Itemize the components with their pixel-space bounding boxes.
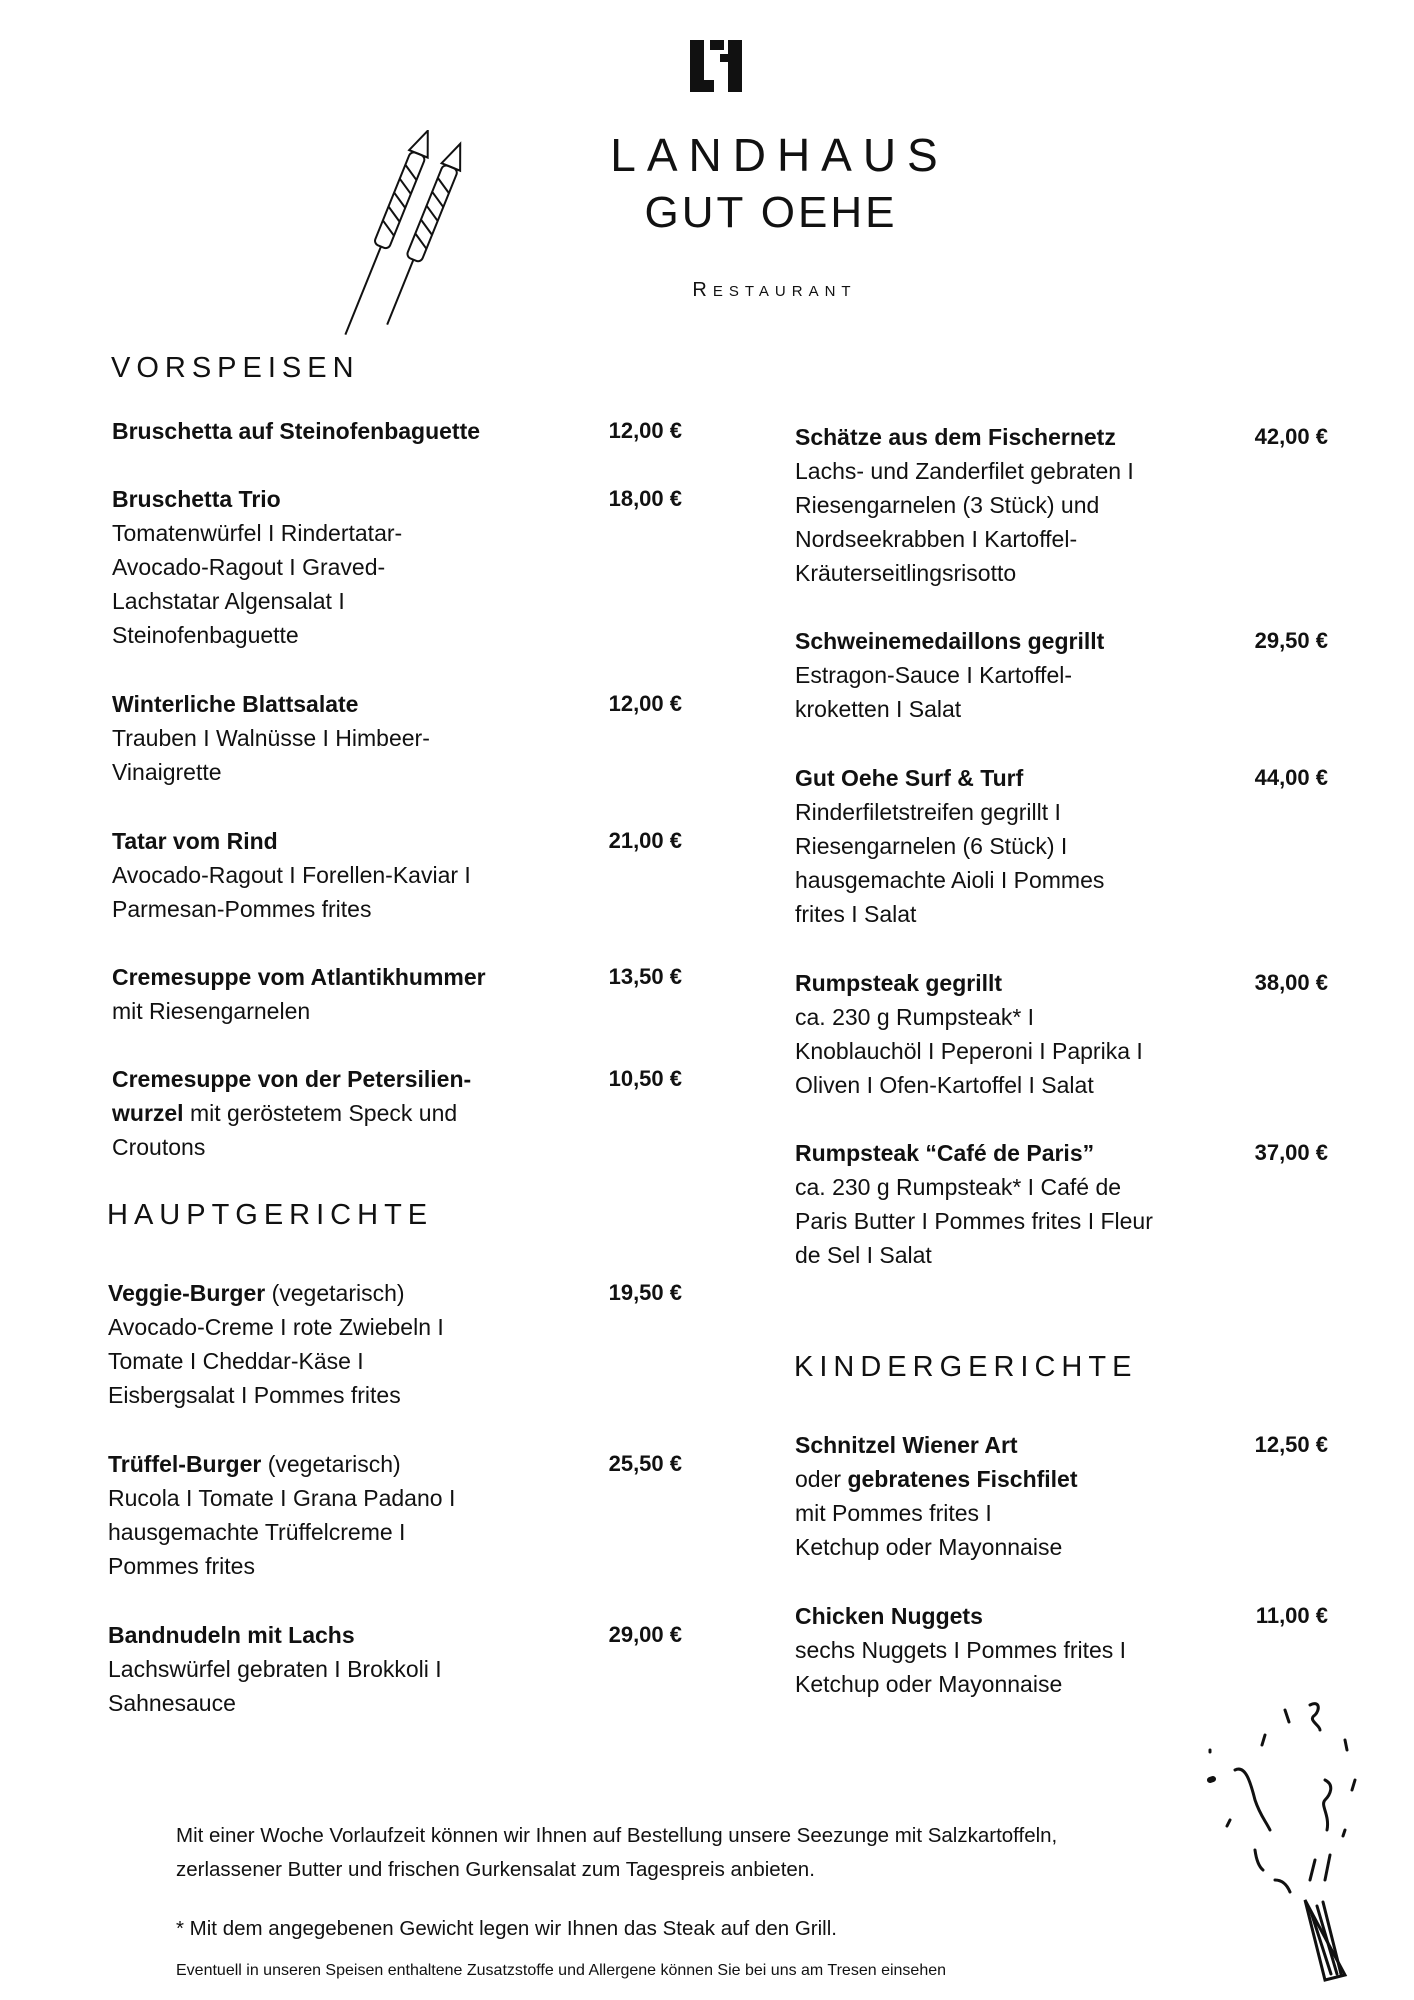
menu-item-title-line (112, 414, 682, 448)
menu-item-description-line: Rucola I Tomate I Grana Padano I (108, 1485, 456, 1511)
menu-item-description-line: Trauben I Walnüsse I Himbeer- (112, 725, 430, 751)
menu-item-name: Winterliche Blattsalate (112, 691, 359, 717)
menu-item-description-line: Tomate I Cheddar-Käse I (108, 1348, 364, 1374)
menu-item-description-line: Vinaigrette (112, 759, 222, 785)
party-popper-icon (1185, 1680, 1365, 1990)
menu-item-title-line (112, 960, 682, 994)
menu-item-title-line (795, 420, 1328, 454)
section-heading-vorspeisen: VORSPEISEN (111, 352, 360, 384)
menu-item-title-line (112, 482, 682, 516)
menu-item-name-note: (vegetarisch) (265, 1280, 405, 1306)
menu-item-price: 18,00 € (608, 486, 682, 511)
menu-item-name: Rumpsteak gegrillt (795, 970, 1003, 996)
rockets-illustration-icon (320, 130, 510, 360)
brand-subtitle-initial: R (692, 279, 713, 301)
menu-item-description-line: Tomatenwürfel I Rindertatar- (112, 520, 403, 546)
menu-item-price: 19,50 € (608, 1280, 682, 1305)
menu-item-name: Chicken Nuggets (795, 1603, 983, 1629)
menu-item-title-line (795, 1136, 1328, 1170)
menu-item-name-note: mit geröstetem Speck und (183, 1100, 458, 1126)
menu-item-description-line: Riesengarnelen (6 Stück) I (795, 833, 1068, 859)
menu-item-description-line: kroketten I Salat (795, 696, 962, 722)
menu-item-price: 12,00 € (608, 418, 682, 443)
menu-item-description-line: ca. 230 g Rumpsteak* I (795, 1004, 1035, 1030)
menu-item-title-line (795, 761, 1328, 795)
menu-item-description-line: Lachstatar Algensalat I (112, 588, 345, 614)
menu-item-alternative: gebratenes Fischfilet (847, 1466, 1078, 1492)
menu-item-name-note: (vegetarisch) (261, 1451, 401, 1477)
menu-item-description-text: oder (795, 1466, 848, 1492)
menu-item-description-line: Nordseekrabben I Kartoffel- (795, 526, 1078, 552)
menu-item (112, 687, 682, 789)
menu-item-title-line (112, 1096, 682, 1130)
section-heading-hauptgerichte: HAUPTGERICHTE (107, 1199, 434, 1231)
menu-item-price: 11,00 € (1255, 1603, 1328, 1628)
footer-note-seezunge (176, 1819, 1057, 1887)
menu-item (795, 1428, 1328, 1564)
menu-item (795, 761, 1328, 931)
menu-item-title-line (795, 1599, 1328, 1633)
menu-item-description-line: Oliven I Ofen-Kartoffel I Salat (795, 1072, 1094, 1098)
menu-item-price: 29,50 € (1254, 628, 1328, 653)
menu-item-description-line: hausgemachte Trüffelcreme I (108, 1519, 406, 1545)
brand-name-line1: LANDHAUS (610, 129, 949, 181)
menu-item-description-line: Lachswürfel gebraten I Brokkoli I (108, 1656, 442, 1682)
menu-item-price: 44,00 € (1254, 765, 1328, 790)
brand-subtitle (0, 279, 1414, 302)
menu-item-description-line: Avocado-Ragout I Forellen-Kaviar I (112, 862, 471, 888)
menu-item-title-line (108, 1276, 682, 1310)
menu-item-description-line: Avocado-Ragout I Graved- (112, 554, 386, 580)
menu-item-description-line: Avocado-Creme I rote Zwiebeln I (108, 1314, 444, 1340)
menu-item (112, 1062, 682, 1164)
menu-item-description-line: mit Riesengarnelen (112, 998, 311, 1024)
menu-item-price: 12,00 € (608, 691, 682, 716)
menu-item-title-line (795, 1428, 1328, 1462)
menu-item (108, 1447, 682, 1583)
menu-item-description-line: sechs Nuggets I Pommes frites I (795, 1637, 1127, 1663)
menu-item-description-line: Lachs- und Zanderfilet gebraten I (795, 458, 1134, 484)
menu-item-description-line: Paris Butter I Pommes frites I Fleur (795, 1208, 1153, 1234)
menu-item-price: 25,50 € (608, 1451, 682, 1476)
menu-item-description-line (795, 1462, 1328, 1496)
menu-item (112, 482, 682, 652)
menu-item-name: Schnitzel Wiener Art (795, 1432, 1018, 1458)
menu-item-price: 10,50 € (608, 1066, 682, 1091)
menu-item (795, 420, 1328, 590)
menu-item-description-line: Ketchup oder Mayonnaise (795, 1671, 1063, 1697)
footer-note-line: Mit einer Woche Vorlaufzeit können wir Ihnen auf Bestellung unsere Seezunge mit Salzkartoffeln, (176, 1824, 1058, 1847)
menu-item-description-line: Kräuterseitlingsrisotto (795, 560, 1017, 586)
footer-note-line: zerlassener Butter und frischen Gurkensalat zum Tagespreis anbieten. (176, 1858, 815, 1881)
menu-item-title-line (108, 1447, 682, 1481)
brand-name-line2: GUT OEHE (644, 188, 898, 237)
logo-icon (688, 38, 744, 94)
menu-item (108, 1618, 682, 1720)
menu-item-name: Tatar vom Rind (112, 828, 278, 854)
menu-item (108, 1276, 682, 1412)
menu-item-name: Rumpsteak “Café de Paris” (795, 1140, 1095, 1166)
menu-item-description-line: de Sel I Salat (795, 1242, 932, 1268)
menu-item-description-line: Riesengarnelen (3 Stück) und (795, 492, 1100, 518)
menu-item-name: Cremesuppe vom Atlantikhummer (112, 964, 486, 990)
menu-item-price: 37,00 € (1254, 1140, 1328, 1165)
menu-item-name: Bandnudeln mit Lachs (108, 1622, 355, 1648)
menu-item-title-line (795, 624, 1328, 658)
menu-item-price: 29,00 € (608, 1622, 682, 1647)
menu-item-name: Trüffel-Burger (108, 1451, 262, 1477)
menu-item-title-line (108, 1618, 682, 1652)
menu-item-title-line (112, 824, 682, 858)
menu-item-name: Veggie-Burger (108, 1280, 266, 1306)
menu-item (795, 966, 1328, 1102)
menu-item (112, 414, 682, 448)
brand-subtitle-rest: ESTAURANT (712, 283, 857, 300)
menu-item (795, 624, 1328, 726)
menu-item-name: Gut Oehe Surf & Turf (795, 765, 1024, 791)
menu-item-name: Cremesuppe von der Petersilien- (112, 1066, 472, 1092)
menu-item-description-line: Eisbergsalat I Pommes frites (108, 1382, 401, 1408)
menu-item-price: 21,00 € (608, 828, 682, 853)
menu-item-description-line: Knoblauchöl I Peperoni I Paprika I (795, 1038, 1143, 1064)
menu-item (112, 960, 682, 1028)
menu-item-name: wurzel (112, 1100, 184, 1126)
menu-item-description-line: Parmesan-Pommes frites (112, 896, 372, 922)
menu-item-description-line: ca. 230 g Rumpsteak* I Café de (795, 1174, 1122, 1200)
menu-item-price: 12,50 € (1254, 1432, 1328, 1457)
menu-item-price: 42,00 € (1254, 424, 1328, 449)
menu-item-description-line: Pommes frites (108, 1553, 255, 1579)
menu-item-name: Bruschetta auf Steinofenbaguette (112, 418, 481, 444)
menu-item (795, 1136, 1328, 1272)
menu-item-description-line: Rinderfiletstreifen gegrillt I (795, 799, 1061, 825)
menu-item-description-line: Estragon-Sauce I Kartoffel- (795, 662, 1072, 688)
menu-item-description-line: frites I Salat (795, 901, 917, 927)
menu-item-description-line: mit Pommes frites I (795, 1500, 992, 1526)
menu-item-description-line: hausgemachte Aioli I Pommes (795, 867, 1105, 893)
menu-item (112, 824, 682, 926)
menu-item-title-line (112, 1062, 682, 1096)
menu-item-title-line (112, 687, 682, 721)
menu-item-name: Bruschetta Trio (112, 486, 281, 512)
menu-item-description-line: Sahnesauce (108, 1690, 236, 1716)
menu-item-title-line (795, 966, 1328, 1000)
menu-item-description-line: Croutons (112, 1134, 206, 1160)
menu-item-price: 13,50 € (608, 964, 682, 989)
section-heading-kindergerichte: KINDERGERICHTE (794, 1351, 1138, 1383)
footer-note-allergens: Eventuell in unseren Speisen enthaltene Zusatzstoffe und Allergene können Sie bei uns am Tresen einsehen (176, 1962, 947, 1979)
menu-item-price: 38,00 € (1254, 970, 1328, 995)
menu-item-description-line: Ketchup oder Mayonnaise (795, 1534, 1063, 1560)
footer-note-steak: * Mit dem angegebenen Gewicht legen wir Ihnen das Steak auf den Grill. (176, 1917, 837, 1940)
menu-item-name: Schätze aus dem Fischernetz (795, 424, 1116, 450)
menu-item-name: Schweinemedaillons gegrillt (795, 628, 1105, 654)
menu-item-description-line: Steinofenbaguette (112, 622, 299, 648)
